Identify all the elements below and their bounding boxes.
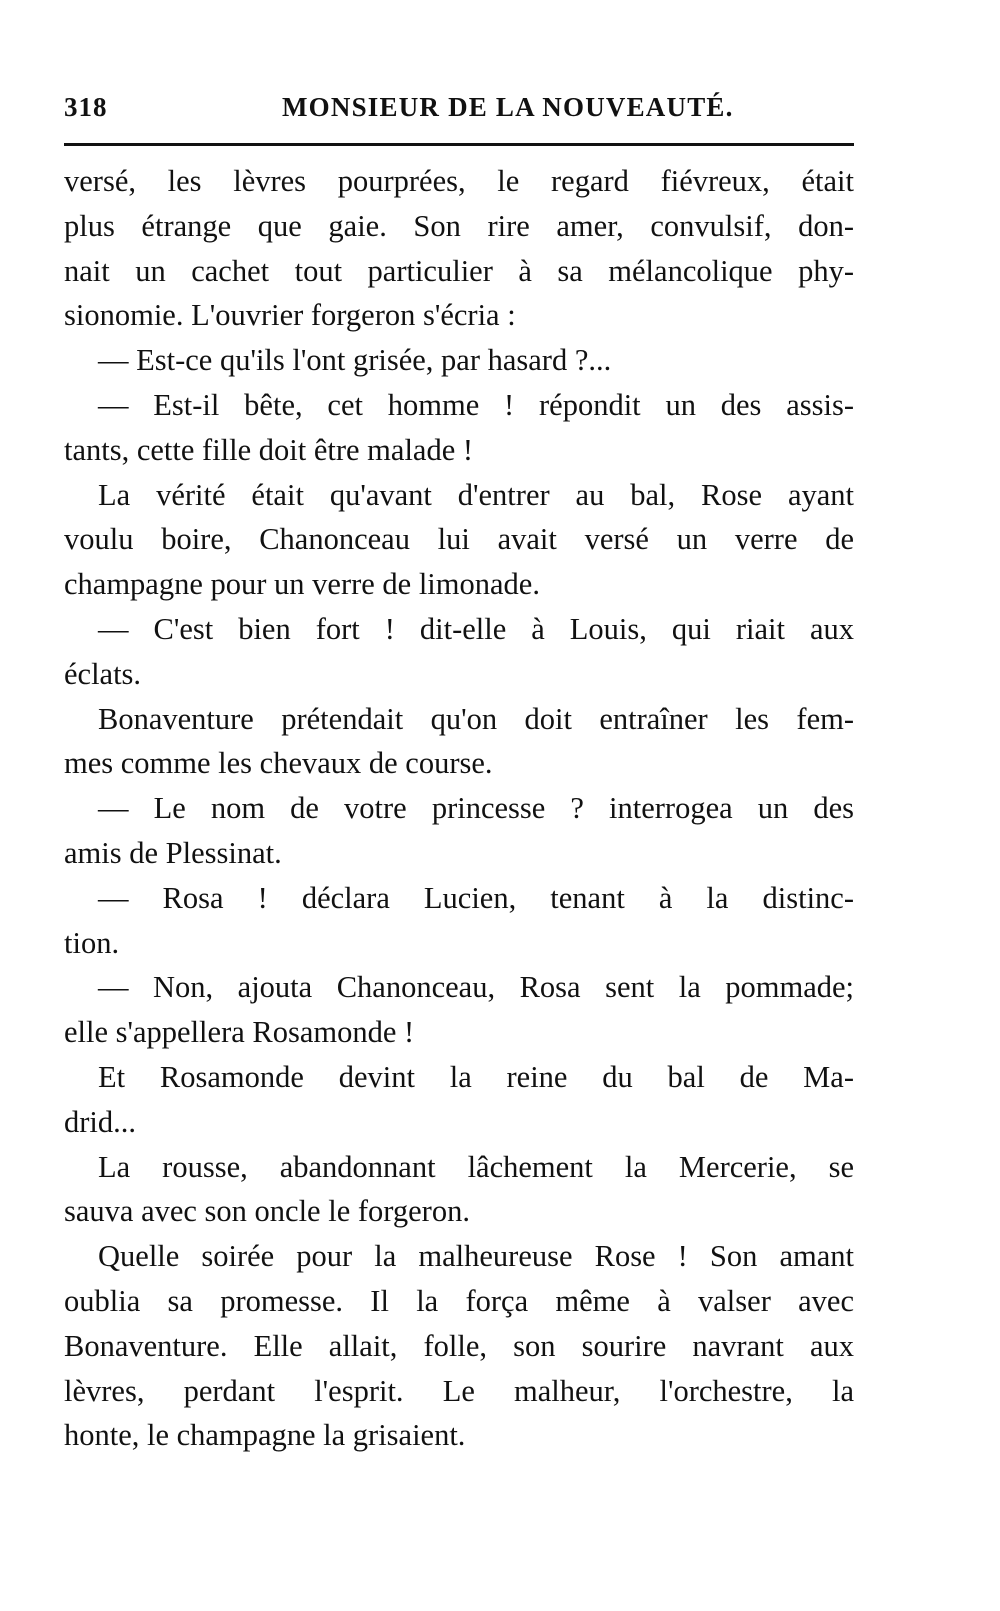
text-line: — Non, ajouta Chanonceau, Rosa sent la pommade; bbox=[98, 970, 854, 1005]
text-line: nait un cachet tout particulier à sa mélancolique phy- bbox=[64, 253, 854, 288]
text-line: plus étrange que gaie. Son rire amer, convulsif, don- bbox=[64, 208, 854, 243]
text-line: — Est-ce qu'ils l'ont grisée, par hasard ?... bbox=[98, 343, 612, 378]
text-line: voulu boire, Chanonceau lui avait versé un verre de bbox=[64, 522, 854, 557]
text-line: La rousse, abandonnant lâchement la Mercerie, se bbox=[98, 1149, 854, 1184]
text-line: sauva avec son oncle le forgeron. bbox=[64, 1194, 470, 1229]
text-line: — Rosa ! déclara Lucien, tenant à la distinc- bbox=[98, 880, 854, 915]
text-line: sionomie. L'ouvrier forgeron s'écria : bbox=[64, 298, 516, 333]
header-rule bbox=[64, 143, 854, 146]
text-line: tion. bbox=[64, 925, 120, 960]
text-line: honte, le champagne la grisaient. bbox=[64, 1418, 466, 1453]
text-line: Et Rosamonde devint la reine du bal de Ma- bbox=[98, 1059, 854, 1094]
text-line: La vérité était qu'avant d'entrer au bal, Rose ayant bbox=[98, 477, 854, 512]
text-line: drid... bbox=[64, 1104, 137, 1139]
text-line: champagne pour un verre de limonade. bbox=[64, 567, 540, 602]
text-line: Bonaventure. Elle allait, folle, son sourire navrant aux bbox=[64, 1328, 854, 1363]
text-line: lèvres, perdant l'esprit. Le malheur, l'orchestre, la bbox=[64, 1373, 854, 1408]
running-header bbox=[64, 92, 854, 132]
text-line: — Le nom de votre princesse ? interrogea un des bbox=[98, 791, 854, 826]
body-text bbox=[64, 159, 854, 1458]
text-line: — C'est bien fort ! dit-elle à Louis, qui riait aux bbox=[98, 611, 854, 646]
text-line: tants, cette fille doit être malade ! bbox=[64, 432, 474, 467]
text-line: — Est-il bête, cet homme ! répondit un des assis- bbox=[98, 387, 854, 422]
text-line: elle s'appellera Rosamonde ! bbox=[64, 1015, 415, 1050]
text-line: oublia sa promesse. Il la força même à valser avec bbox=[64, 1283, 854, 1318]
running-title: MONSIEUR DE LA NOUVEAUTÉ. bbox=[282, 92, 734, 122]
text-line: mes comme les chevaux de course. bbox=[64, 746, 493, 781]
text-line: Bonaventure prétendait qu'on doit entraîner les fem- bbox=[98, 701, 854, 736]
text-line: amis de Plessinat. bbox=[64, 835, 282, 870]
text-line: versé, les lèvres pourprées, le regard fiévreux, était bbox=[64, 164, 854, 198]
text-line: éclats. bbox=[64, 656, 142, 691]
text-line: Quelle soirée pour la malheureuse Rose ! Son amant bbox=[98, 1239, 854, 1274]
page-number: 318 bbox=[64, 92, 108, 122]
